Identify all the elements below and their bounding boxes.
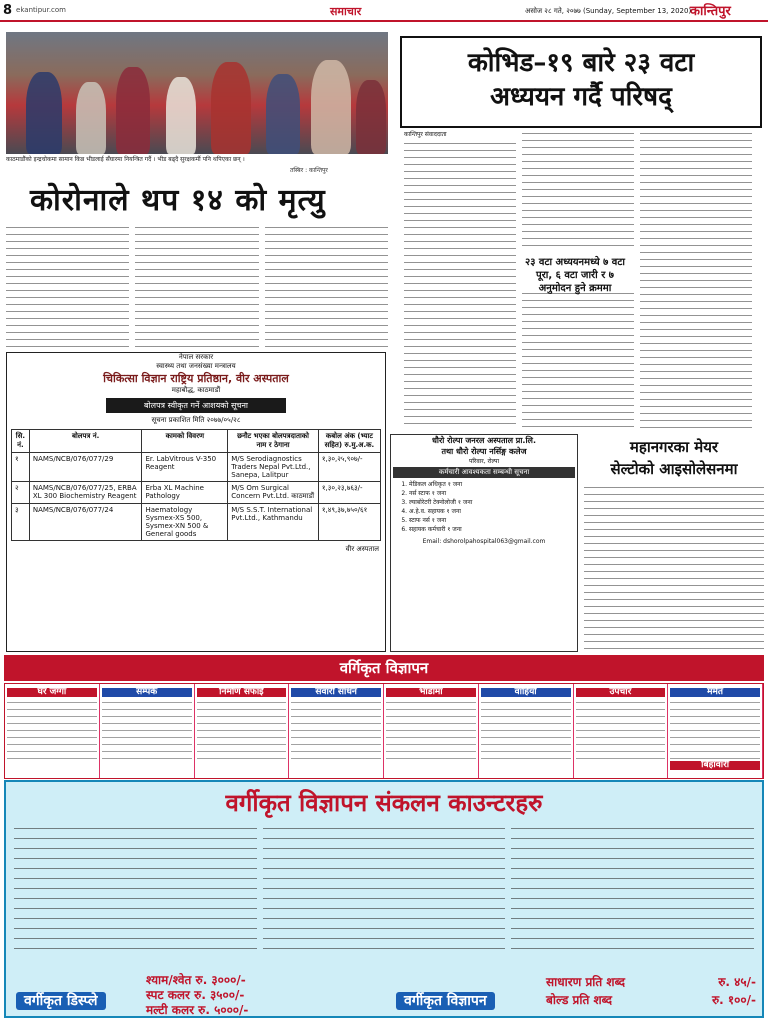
table-row <box>12 453 381 482</box>
issue-date: असोज २८ गते, २०७७ (Sunday, September 13, 2020) <box>525 7 692 15</box>
classified-column <box>384 684 479 778</box>
recruit-item: 6. सहायक कर्मचारी १ जना <box>409 525 577 534</box>
page-header <box>0 0 768 22</box>
table-cell: १,४९,३७,७५०/६१ <box>318 504 380 541</box>
classified-text <box>197 699 287 759</box>
headline-covid-deaths: कोरोनाले थप १४ को मृत्यु <box>30 183 326 218</box>
recruit-list <box>409 480 577 534</box>
rate-word: साधारण प्रति शब्द <box>546 975 625 989</box>
recruit-email: Email: dshorolpahospital063@gmail.com <box>422 538 546 545</box>
table-header-cell: कामको विवरण <box>142 430 228 453</box>
classified-label: सवारी साधन <box>291 688 381 697</box>
lead-photo <box>6 32 388 154</box>
rate-word-val: रु. ४५/- <box>718 975 756 989</box>
table-cell: NAMS/NCB/076/077/25, ERBA XL 300 Biochemistry Reagent <box>29 482 142 504</box>
bid-table <box>11 429 381 541</box>
recruit-item: 5. स्टाफ नर्स १ जना <box>409 516 577 525</box>
study-headline-line1: कोभिड–१९ बारे २३ वटा <box>467 48 695 78</box>
notice-gov: नेपाल सरकार <box>178 353 214 361</box>
display-label: वर्गीकृत डिस्प्ले <box>16 992 106 1010</box>
table-row <box>12 482 381 504</box>
table-cell: १,३०,२५,९०७/- <box>318 453 380 482</box>
rate-spot: स्पट कलर रु. ३५००/- <box>146 988 245 1002</box>
counter-list-3 <box>511 824 754 958</box>
recruit-title2: तथा धौरो रोल्पा नर्सिङ्ग कलेज <box>441 447 527 456</box>
counter-list-2 <box>263 824 506 958</box>
classified-column <box>479 684 574 778</box>
section-title: समाचार <box>330 5 362 18</box>
classified-text <box>7 699 97 759</box>
study-headline-line2: अध्ययन गर्दै परिषद् <box>490 82 672 112</box>
classified-label: मर्मत <box>670 688 760 697</box>
rate-multi: मल्टी कलर रु. ५०००/- <box>146 1003 249 1017</box>
rate-bw: श्याम/श्वेत रु. ३०००/- <box>146 973 246 987</box>
classified-grid <box>4 683 764 779</box>
page-number: 8 <box>3 2 13 18</box>
classified-column <box>289 684 384 778</box>
classified-column <box>100 684 195 778</box>
counter-title: वर्गीकृत विज्ञापन संकलन काउन्टरहरु <box>225 788 543 817</box>
classified-column <box>5 684 100 778</box>
classified-text <box>291 699 381 759</box>
table-cell: १ <box>12 453 30 482</box>
display-rates <box>16 973 249 1017</box>
masthead-logo: कान्तिपुर <box>690 4 731 19</box>
classified-column <box>668 684 763 778</box>
classified-label: उपचार <box>576 688 666 697</box>
site-url: ekantipur.com <box>16 6 66 14</box>
notice-title: बोलपत्र स्वीकृत गर्ने आशयको सूचना <box>106 398 286 413</box>
table-cell: Er. LabVitrous V-350 Reagent <box>142 453 228 482</box>
classified-text <box>576 699 666 759</box>
classified-label: निर्माण सफाई <box>197 688 287 697</box>
classified-label: वर्गीकृत विज्ञापन <box>396 992 495 1010</box>
photo-credit: तस्बिर : कान्तिपुर <box>290 167 328 174</box>
study-pull-quote: २३ वटा अध्ययनमध्ये ७ वटा पूरा, ६ वटा जारी र ७ अनुमोदन हुने क्रममा <box>525 257 625 294</box>
classified-counters <box>4 780 764 1018</box>
notice-institute: चिकित्सा विज्ञान राष्ट्रिय प्रतिष्ठान, वीर अस्पताल <box>103 372 289 385</box>
table-header-cell: कबोल अंक (भ्याट सहित) रु.मु.अ.क. <box>318 430 380 453</box>
counter-list-1 <box>14 824 257 958</box>
classified-label: बिहावारी <box>670 761 760 770</box>
table-cell: ३ <box>12 504 30 541</box>
article-body-deaths <box>6 224 388 350</box>
table-cell: M/S S.S.T. International Pvt.Ltd., Kathmandu <box>228 504 319 541</box>
table-cell: NAMS/NCB/076/077/29 <box>29 453 142 482</box>
classified-text <box>386 699 476 759</box>
bid-notice <box>6 352 386 652</box>
table-cell: १,३०,२३,७६३/- <box>318 482 380 504</box>
classified-band: वर्गिकृत विज्ञापन <box>4 655 764 681</box>
word-rates <box>396 975 756 1010</box>
classified-column <box>574 684 669 778</box>
notice-ministry: स्वास्थ्य तथा जनसंख्या मन्त्रालय <box>156 362 236 370</box>
table-header-cell: सि. नं. <box>12 430 30 453</box>
table-header-cell: छनौट भएका बोलपत्रदाताको नाम र ठेगाना <box>228 430 319 453</box>
classified-label: सम्पर्क <box>102 688 192 697</box>
classified-text <box>670 699 760 759</box>
classified-label: घर जग्गा <box>7 688 97 697</box>
article-body-mayor <box>584 484 764 650</box>
classified-label: वाहियो <box>481 688 571 697</box>
table-cell: Haematology Sysmex-XS 500, Sysmex-XN 500 & General goods <box>142 504 228 541</box>
recruit-title1: धौरो रोल्पा जनरल अस्पताल प्रा.लि. <box>432 436 536 445</box>
classified-text <box>102 699 192 759</box>
table-row <box>12 504 381 541</box>
recruit-item: 4. अ.हे.व. सहायक १ जना <box>409 507 577 516</box>
study-byline: कान्तिपुर संवाददाता <box>404 131 447 138</box>
headline-box-study <box>400 36 762 128</box>
classified-text <box>481 699 571 759</box>
notice-subtitle: सूचना प्रकाशित मिति २०७७/०५/२८ <box>151 416 241 424</box>
recruit-item: 2. नर्स स्टाफ १ जना <box>409 489 577 498</box>
mayor-line1: महानगरका मेयर <box>629 438 719 456</box>
recruit-place: परिवार, रोल्पा <box>468 458 500 465</box>
rate-bold: बोल्ड प्रति शब्द <box>546 993 613 1007</box>
table-cell: २ <box>12 482 30 504</box>
table-cell: M/S Serodiagnostics Traders Nepal Pvt.Ltd., Sanepa, Lalitpur <box>228 453 319 482</box>
rate-bold-val: रु. १००/- <box>712 993 756 1007</box>
notice-location: महाबौद्ध, काठमाडौं <box>171 386 221 394</box>
table-cell: Erba XL Machine Pathology <box>142 482 228 504</box>
table-cell: NAMS/NCB/076/077/24 <box>29 504 142 541</box>
recruit-item: 1. मेडिकल अधिकृत १ जना <box>409 480 577 489</box>
photo-caption: काठमाडौंको इन्द्रचोकमा सामान किन्न भीडलाई सँघारमा नियन्त्रित गर्दै । भीड बढ्दै सुरक्षकर्मी पनि थपिएका छन् । <box>6 156 245 163</box>
classified-column <box>195 684 290 778</box>
recruit-bar: कर्मचारी आवश्यकता सम्बन्धी सूचना <box>393 467 575 478</box>
notice-signature: वीर अस्पताल <box>345 545 379 553</box>
table-header-cell: बोलपत्र नं. <box>29 430 142 453</box>
table-cell: M/S Om Surgical Concern Pvt.Ltd. काठमाडौं <box>228 482 319 504</box>
recruitment-notice <box>390 434 578 652</box>
classified-label: भाडामा <box>386 688 476 697</box>
recruit-item: 3. ल्याबोरेटरी टेक्नोलोजी १ जना <box>409 498 577 507</box>
headline-mayor <box>584 436 764 480</box>
mayor-line2: सेल्टोको आइसोलेसनमा <box>610 460 738 478</box>
